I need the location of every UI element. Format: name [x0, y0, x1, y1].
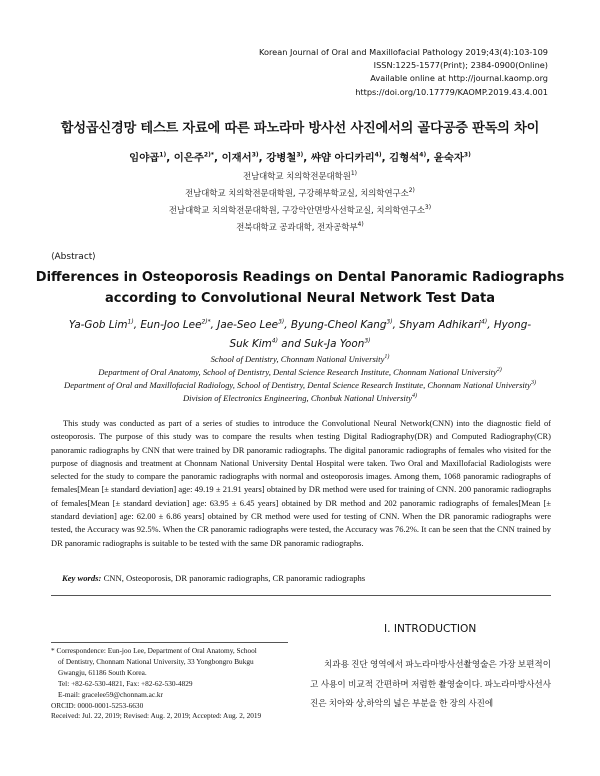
correspondence-line: Gwangju, 61186 South Korea.: [58, 667, 147, 677]
orcid: ORCID: 0000-0001-5253-6630: [51, 700, 144, 710]
english-affiliation: School of Dentistry, Chonnam National University$^{1)}$: [210, 354, 390, 364]
journal-citation: Korean Journal of Oral and Maxillofacial Pathology 2019;43(4):103-109: [259, 47, 548, 57]
journal-doi[interactable]: https://doi.org/10.17779/KAOMP.2019.43.4.001: [355, 86, 548, 97]
korean-author: 임야곱: [129, 152, 160, 164]
english-author: Byung-Cheol Kang: [290, 319, 387, 331]
english-author: Eun-Joo Lee: [140, 319, 202, 331]
abstract-body: This study was conducted as part of a series of studies to introduce the Convolutional Neural Network(CNN) into the diagnostic field of osteoporosis. The purpose of this study was to compare the results when testing Digital Radiography(DR) and Computed Radiography(CR) panoramic radiographs by CNN that were trained by DR panoramic radiographs. The digital panoramic radiographs of females who visited for the purpose of diagnosis and treatment at Chonnam National University Dental Hospital were taken. Two Oral and Maxillofacial Radiologists were selected for the study to compare the panoramic radiographs with normal and osteoporosis images. Among them, 1068 panoramic radiographs of females[Mean [± standard deviation] age: 49.19 ± 21.91 years] obtained by DR method were used for training of CNN. 200 panoramic radiographs of females[Mean [± standard deviation] age: 63.95 ± 6.45 years] obtained by DR method and 202 panoramic radiographs of females[Mean [± standard deviation] age: 62.00 ± 6.86 years] obtained by CR method were used for testing of CNN. When the DR panoramic radiographs were tested, the Accuracy was 92.5%. When the CR panoramic radiographs were tested, the Accuracy was 76.2%. It can be seen that the CNN trained by DR panoramic radiographs is suitable to be tested with the same DR panoramic radiographs.: [51, 418, 551, 548]
journal-header: [259, 46, 548, 99]
keywords-list: CNN, Osteoporosis, DR panoramic radiographs, CR panoramic radiographs: [103, 573, 366, 583]
english-author: Hyong-Suk Kim: [229, 319, 532, 350]
korean-title: 합성곱신경망 테스트 자료에 따른 파노라마 방사선 사진에서의 골다공증 판독의 차이: [60, 121, 540, 136]
korean-affiliation: 전남대학교 치의학전문대학원$^{1)}$: [242, 170, 357, 181]
keywords-label: Key words: [62, 573, 99, 583]
english-authors: Ya-Gob Lim$^{1)}$, Eun-Joo Lee$^{2)*}$, Jae-Seo Lee$^{3)}$, Byung-Cheol Kang$^{3)}$, Shyam Adhikari$^{4)}$, Hyong-Suk Kim$^{4)}$ and Suk-Ja Yoon$^{3)}$: [68, 318, 532, 350]
introduction-heading: Ⅰ. INTRODUCTION: [384, 623, 477, 635]
correspondence-email[interactable]: E-mail: gracelee59@chonnam.ac.kr: [58, 689, 163, 699]
korean-authors: 임야곱$^{1)}$, 이은주$^{2)*}$, 이재서$^{3)}$, 강병철$^{3)}$, 쌰얌 아디카리$^{4)}$, 김형석$^{4)}$, 윤숙자$^{3)}$: [129, 151, 471, 164]
korean-affiliation: 전남대학교 치의학전문대학원, 구강악안면방사선학교실, 치의학연구소$^{3)}$: [168, 204, 432, 215]
correspondence-line: Tel: +82-62-530-4821, Fax: +82-62-530-4829: [58, 678, 193, 688]
korean-affiliation: 전북대학교 공과대학, 전자공학부$^{4)}$: [236, 221, 364, 232]
correspondence-line: * Correspondence: Eun-joo Lee, Department of Oral Anatomy, School: [51, 646, 257, 655]
received-dates: Received: Jul. 22, 2019; Revised: Aug. 2, 2019; Accepted: Aug. 2, 2019: [51, 711, 262, 721]
korean-author: 김형석: [389, 152, 420, 164]
english-affiliation: Department of Oral and Maxillofacial Radiology, School of Dentistry, Dental Science Research Institute, Chonnam National University$^{3)}$: [63, 380, 537, 390]
correspondence-line: of Dentistry, Chonnam National University, 33 Yongbongro Bukgu: [58, 656, 254, 666]
keywords: Key words: CNN, Osteoporosis, DR panoramic radiographs, CR panoramic radiographs: [62, 573, 366, 583]
english-title: Differences in Osteoporosis Readings on Dental Panoramic Radiographs according to Convolutional Neural Network Test Data: [35, 270, 565, 306]
english-author: Suk-Ja Yoon: [304, 337, 365, 350]
english-author: Ya-Gob Lim: [68, 319, 128, 331]
english-affiliation: Division of Electronics Engineering, Chonbuk National University$^{4)}$: [182, 393, 418, 403]
abstract-label: ⟨Abstract⟩: [51, 252, 96, 262]
korean-author: 강병철: [266, 152, 297, 164]
korean-author: 이은주: [173, 152, 204, 164]
english-author: Shyam Adhikari: [399, 319, 482, 331]
footnote-rule: [51, 642, 288, 643]
korean-author: 윤숙자: [433, 152, 464, 164]
journal-url[interactable]: Available online at http://journal.kaomp.org: [370, 73, 548, 84]
author-conjunction: and: [281, 337, 301, 350]
correspondence-footnote: [51, 646, 291, 722]
introduction-body: 치과용 진단 영역에서 파노라마방사선촬영술은 가장 보편적이고 사용이 비교적 간편하며 저렴한 촬영술이다. 파노라마방사선사진은 치아와 상,하악의 넓은 부분을 한 장의 사진에: [310, 659, 551, 708]
korean-affiliation: 전남대학교 치의학전문대학원, 구강해부학교실, 치의학연구소$^{2)}$: [185, 187, 415, 198]
english-author: Jae-Seo Lee: [217, 319, 279, 331]
journal-issn: ISSN:1225-1577(Print); 2384-0900(Online): [373, 60, 548, 71]
korean-author: 이재서: [221, 152, 252, 164]
korean-author: 쌰얌 아디카리: [310, 152, 375, 164]
english-affiliation: Department of Oral Anatomy, School of Dentistry, Dental Science Research Institute, Chonnam National University$^{2)}$: [98, 367, 502, 377]
section-divider: [51, 595, 551, 596]
